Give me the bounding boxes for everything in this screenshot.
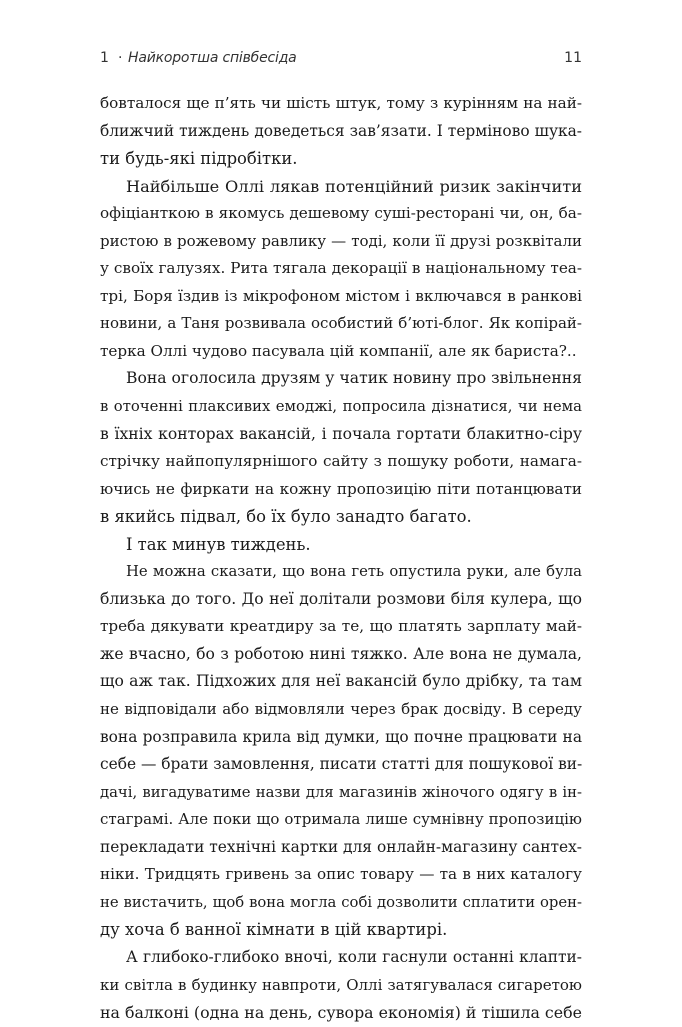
running-header bbox=[100, 50, 582, 70]
page-number: 11 bbox=[564, 50, 582, 66]
text-line: в їхніх конторах вакансій, і почала гортати блакитно-сіру bbox=[100, 424, 582, 443]
header-separator: · bbox=[118, 50, 123, 66]
text-line: бовталося ще п’ять чи шість штук, тому з курінням на най- bbox=[100, 94, 582, 112]
text-line: не вистачить, щоб вона могла собі дозволити сплатити орен- bbox=[100, 893, 582, 911]
text-line: треба дякувати креатдиру за те, що платять зарплату май- bbox=[100, 617, 582, 636]
text-line: ніки. Тридцять гривень за опис товару — та в них каталогу bbox=[100, 865, 582, 884]
text-line: ду хоча б ванної кімнати в цій квартирі. bbox=[100, 920, 448, 940]
text-line: офіціанткою в якомусь дешевому суші-ресторані чи, он, ба- bbox=[100, 204, 582, 223]
text-line: же вчасно, бо з роботою нині тяжко. Але вона не думала, bbox=[100, 644, 582, 663]
text-line: І так минув тиждень. bbox=[126, 534, 311, 554]
text-line: Не можна сказати, що вона геть опустила руки, але була bbox=[126, 563, 582, 581]
text-line: терка Оллі чудово пасувала цій компанії, але як бариста?.. bbox=[100, 341, 577, 360]
text-line: на балконі (одна на день, сувора економія) й тішила себе bbox=[100, 1003, 582, 1023]
text-line: ки світла в будинку навпроти, Оллі затягувалася сигаретою bbox=[100, 975, 582, 994]
text-line: себе — брати замовлення, писати статті для пошукової ви- bbox=[100, 755, 583, 774]
body-text bbox=[100, 90, 582, 1027]
text-line: Вона оголосила друзям у чатик новину про звільнення bbox=[126, 369, 582, 388]
chapter-title: Найкоротша співбесіда bbox=[128, 50, 297, 66]
text-line: не відповідали або відмовляли через брак досвіду. В середу bbox=[100, 700, 582, 719]
chapter-number: 1 bbox=[100, 50, 109, 66]
text-line: в оточенні плаксивих емоджі, попросила дізнатися, чи нема bbox=[100, 398, 582, 416]
text-line: у своїх галузях. Рита тягала декорації в національному теа- bbox=[100, 259, 582, 278]
text-line: ючись не фиркати на кожну пропозицію піти потанцювати bbox=[100, 479, 582, 498]
text-line: стрічку найпопулярнішого сайту з пошуку роботи, намага- bbox=[100, 452, 582, 471]
text-line: дачі, вигадуватиме назви для магазинів жіночого одягу в ін- bbox=[100, 783, 582, 801]
text-line: перекладати технічні картки для онлайн-магазину сантех- bbox=[100, 837, 582, 856]
text-line: ти будь-які підробітки. bbox=[100, 149, 298, 169]
text-line: близька до того. До неї долітали розмови біля кулера, що bbox=[100, 589, 582, 608]
text-line: що аж так. Підхожих для неї вакансій було дрібку, та там bbox=[100, 672, 582, 691]
text-line: А глибоко-глибоко вночі, коли гаснули останні клапти- bbox=[126, 947, 582, 966]
text-line: в якийсь підвал, бо їх було занадто багато. bbox=[100, 507, 472, 527]
text-line: Найбільше Оллі лякав потенційний ризик закінчити bbox=[126, 176, 582, 196]
text-line: ристою в рожевому равлику — тоді, коли її друзі розквітали bbox=[100, 231, 582, 250]
text-line: вона розправила крила від думки, що почне працювати на bbox=[100, 727, 582, 746]
text-line: ближчий тиждень доведеться зав’язати. І терміново шука- bbox=[100, 121, 582, 140]
text-line: трі, Боря їздив із мікрофоном містом і включався в ранкові bbox=[100, 286, 582, 305]
text-line: новини, а Таня розвивала особистий б’юті-блог. Як копірай- bbox=[100, 314, 582, 333]
text-line: стаграмі. Але поки що отримала лише сумнівну пропозицію bbox=[100, 810, 582, 829]
